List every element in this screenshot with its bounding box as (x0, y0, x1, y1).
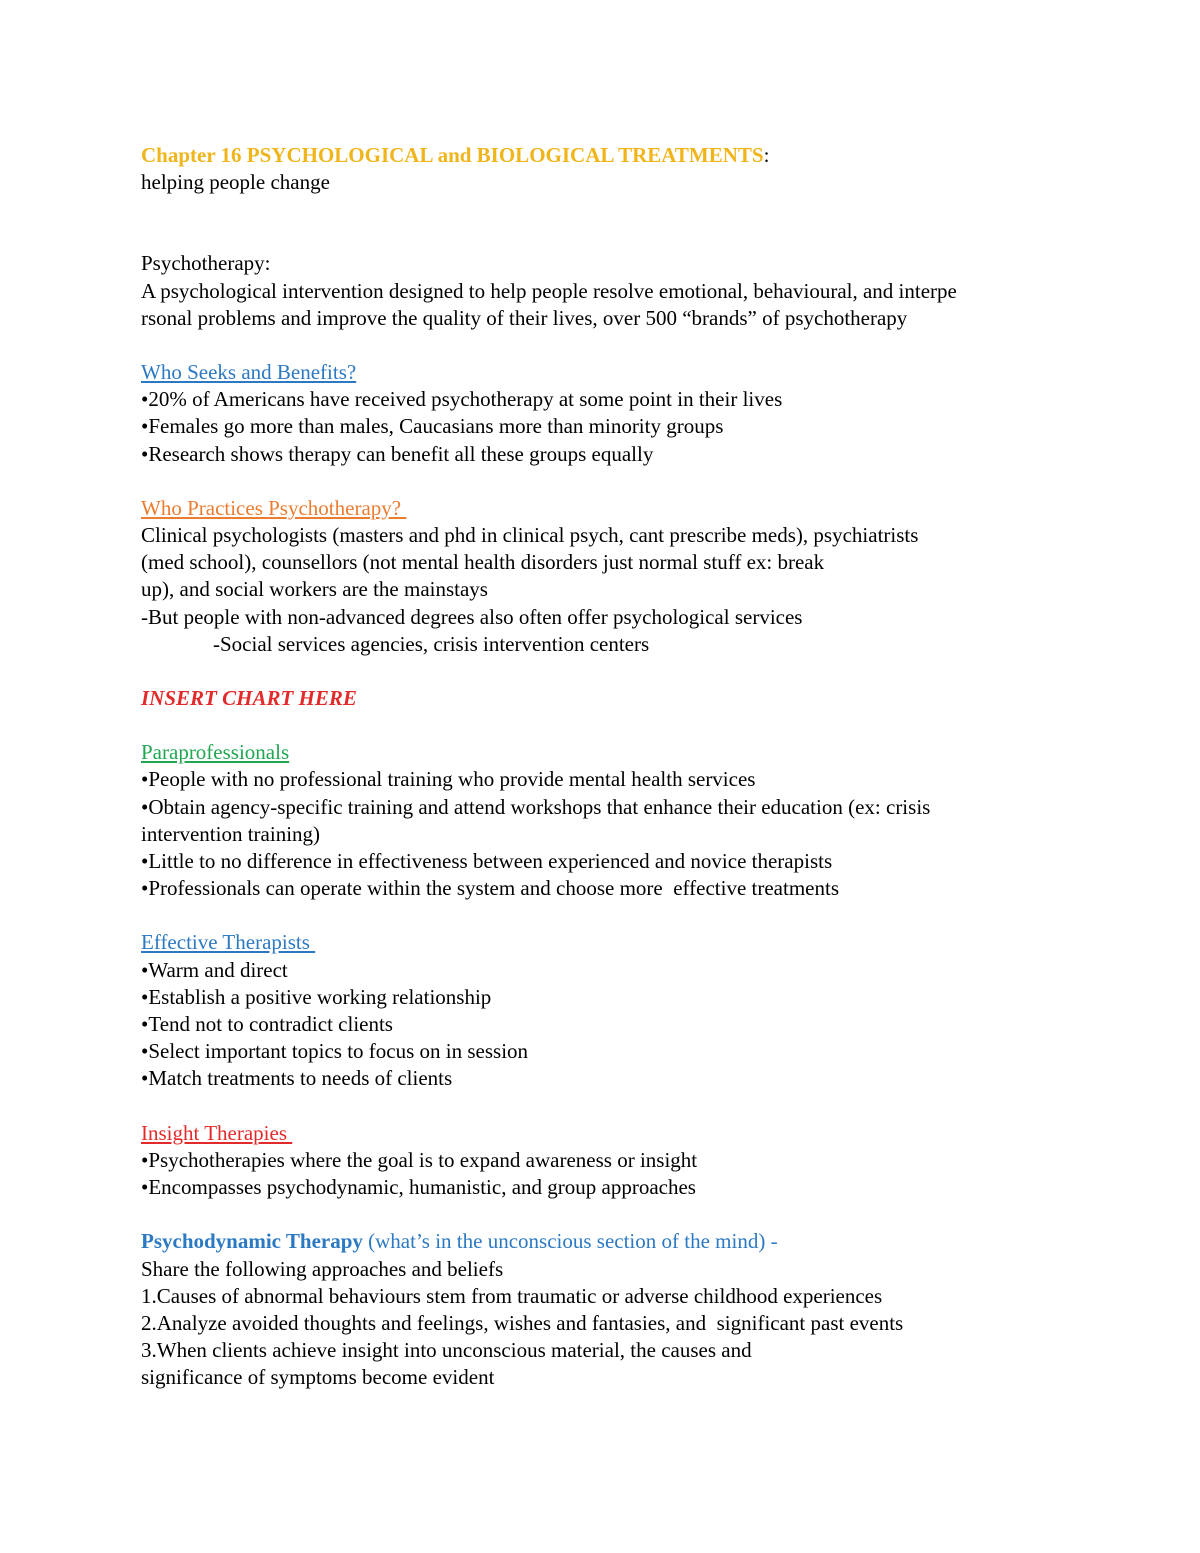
psychodynamic-line: Share the following approaches and beliefs (141, 1256, 504, 1281)
effective-therapists-item: •Tend not to contradict clients (141, 1012, 393, 1037)
document-title-colon: : (763, 143, 770, 167)
psychodynamic-line: 1.Causes of abnormal behaviours stem from traumatic or adverse childhood experiences (141, 1283, 883, 1308)
psychodynamic-heading: Psychodynamic Therapy (141, 1229, 363, 1254)
insight-therapies-heading: Insight Therapies (141, 1120, 293, 1145)
effective-therapists-item: •Select important topics to focus on in session (141, 1039, 529, 1064)
insert-chart-placeholder: INSERT CHART HERE (141, 686, 357, 711)
effective-therapists-heading: Effective Therapists (141, 930, 316, 955)
psychotherapy-definition-line: rsonal problems and improve the quality of their lives, over 500 “brands” of psychotherapy (141, 305, 908, 330)
who-practices-line: -But people with non-advanced degrees also often offer psychological services (141, 604, 803, 629)
who-practices-line: up), and social workers are the mainstays (141, 577, 488, 602)
who-seeks-item: •20% of Americans have received psychotherapy at some point in their lives (141, 387, 783, 412)
psychodynamic-note: (what’s in the unconscious section of the mind) - (362, 1229, 778, 1254)
psychodynamic-heading-line (141, 1228, 1081, 1255)
psychodynamic-line: 3.When clients achieve insight into unconscious material, the causes and (141, 1338, 752, 1363)
document-body (141, 142, 1081, 1392)
document-title-line (141, 142, 1081, 169)
psychodynamic-line: 2.Analyze avoided thoughts and feelings, wishes and fantasies, and significant past events (141, 1310, 904, 1335)
who-practices-heading: Who Practices Psychotherapy? (141, 495, 407, 520)
who-practices-line: Clinical psychologists (masters and phd in clinical psych, cant prescribe meds), psychiatrists (141, 523, 919, 548)
who-seeks-item: •Females go more than males, Caucasians more than minority groups (141, 414, 724, 439)
who-seeks-item: •Research shows therapy can benefit all these groups equally (141, 441, 654, 466)
paraprofessionals-item: •People with no professional training who provide mental health services (141, 767, 756, 792)
effective-therapists-item: •Establish a positive working relationship (141, 984, 492, 1009)
effective-therapists-item: •Match treatments to needs of clients (141, 1066, 453, 1091)
effective-therapists-item: •Warm and direct (141, 957, 288, 982)
insight-therapies-item: •Encompasses psychodynamic, humanistic, and group approaches (141, 1175, 696, 1200)
psychotherapy-label: Psychotherapy: (141, 251, 271, 276)
paraprofessionals-item: •Professionals can operate within the system and choose more effective treatments (141, 876, 839, 901)
paraprofessionals-heading: Paraprofessionals (141, 740, 290, 765)
who-seeks-heading: Who Seeks and Benefits? (141, 360, 357, 385)
paraprofessionals-item: •Little to no difference in effectiveness between experienced and novice therapists (141, 849, 833, 874)
psychotherapy-definition-line: A psychological intervention designed to help people resolve emotional, behavioural, and interpe (141, 278, 957, 303)
insight-therapies-item: •Psychotherapies where the goal is to expand awareness or insight (141, 1147, 698, 1172)
who-practices-line: (med school), counsellors (not mental health disorders just normal stuff ex: break (141, 550, 825, 575)
document-subtitle: helping people change (141, 170, 330, 195)
paraprofessionals-item: intervention training) (141, 821, 321, 846)
psychodynamic-line: significance of symptoms become evident (141, 1365, 495, 1390)
who-practices-indented-line: -Social services agencies, crisis intervention centers (213, 631, 650, 656)
document-title: Chapter 16 PSYCHOLOGICAL and BIOLOGICAL TREATMENTS (141, 143, 764, 167)
paraprofessionals-item: •Obtain agency-specific training and attend workshops that enhance their education (ex: crisis (141, 794, 931, 819)
